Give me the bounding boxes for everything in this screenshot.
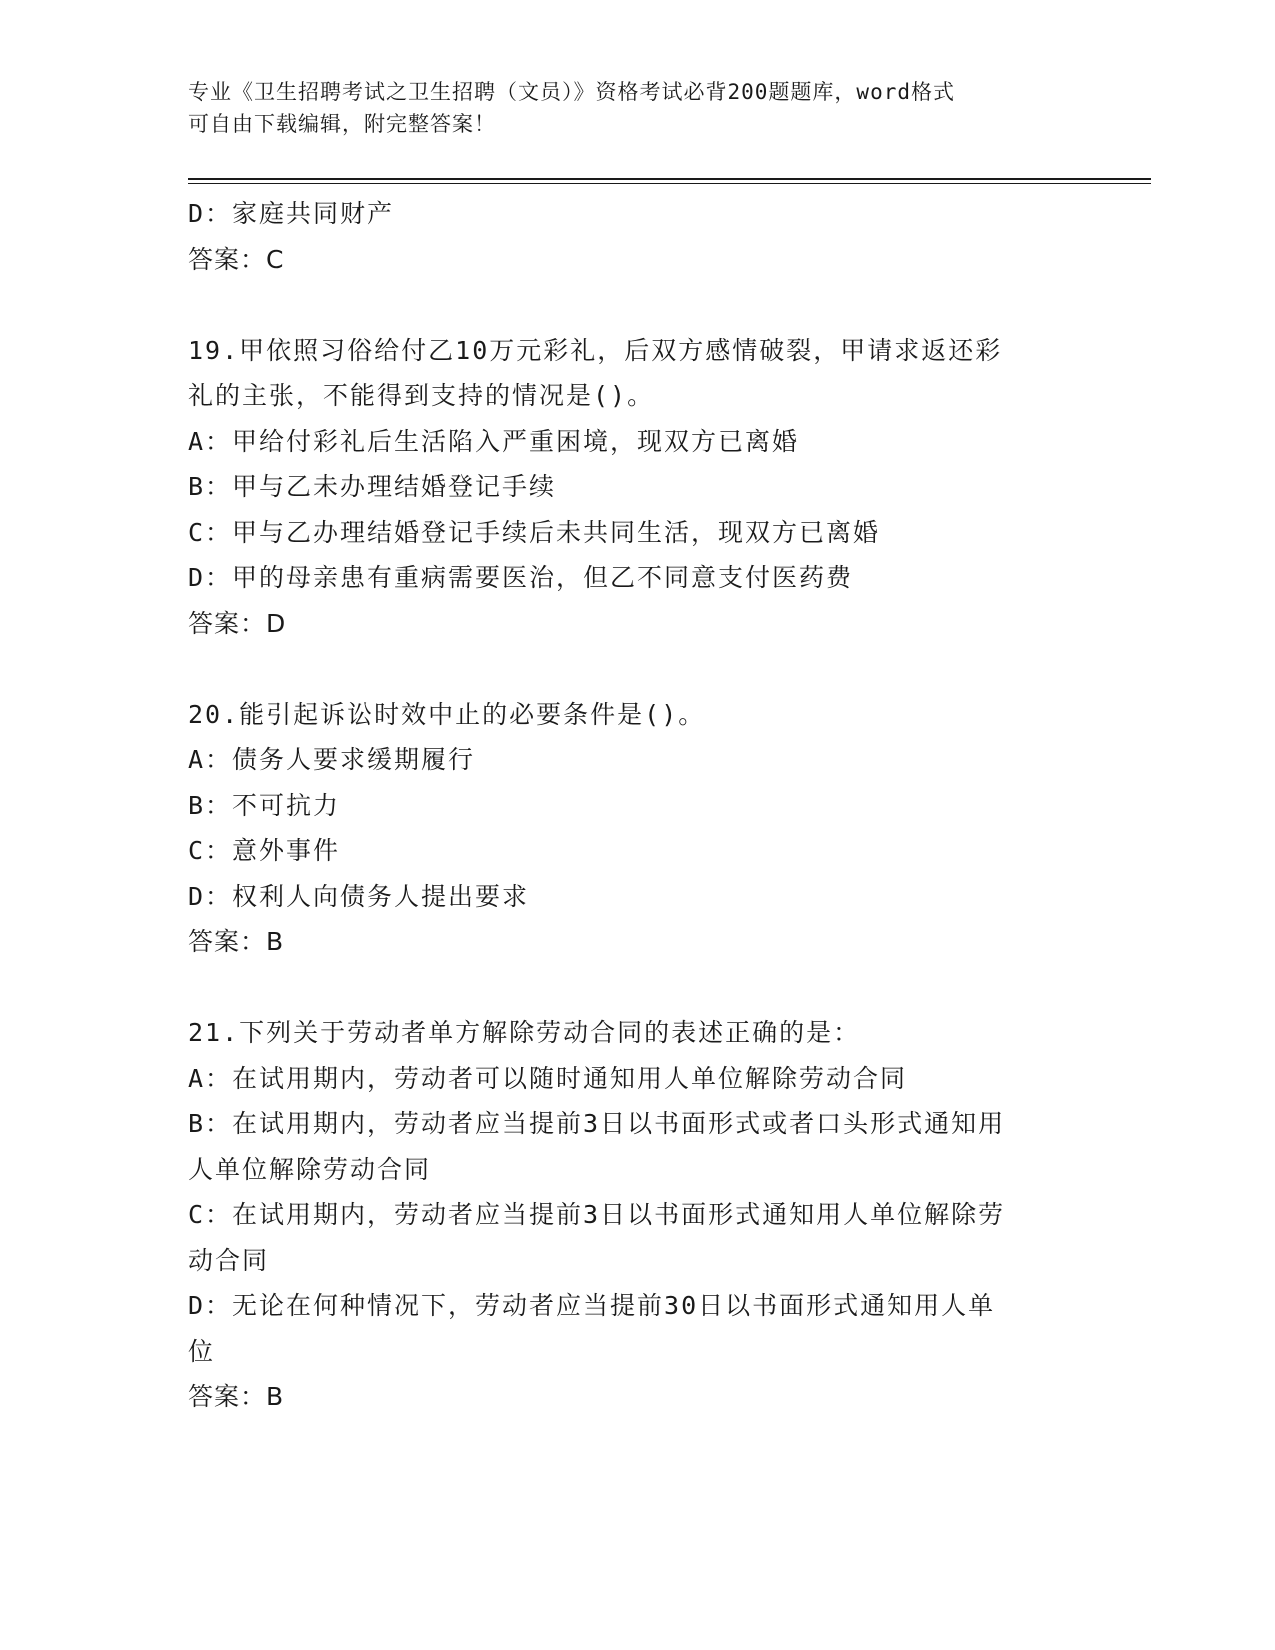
option-a: A：在试用期内，劳动者可以随时通知用人单位解除劳动合同 (188, 1063, 908, 1093)
question-stem-continued: 礼的主张，不能得到支持的情况是()。 (188, 381, 655, 410)
option-c: C：意外事件 (188, 836, 341, 865)
question-block-20 (188, 692, 1068, 965)
option-d-continued: 位 (188, 1336, 216, 1366)
spacer (188, 646, 1068, 692)
option-b-continued: 人单位解除劳动合同 (188, 1154, 432, 1184)
option-b: B：在试用期内，劳动者应当提前3日以书面形式或者口头形式通知用 (188, 1109, 1006, 1138)
option-c: C：甲与乙办理结婚登记手续后未共同生活，现双方已离婚 (188, 517, 881, 547)
spacer (188, 282, 1068, 328)
header-rule-thin (188, 183, 1151, 184)
question-block-prev (188, 191, 1068, 282)
header-rule-thick (188, 178, 1151, 180)
option-a: A：债务人要求缓期履行 (188, 745, 476, 774)
question-stem: 21.下列关于劳动者单方解除劳动合同的表述正确的是： (188, 1018, 861, 1047)
question-stem: 20.能引起诉讼时效中止的必要条件是()。 (188, 699, 706, 729)
option-c: C：在试用期内，劳动者应当提前3日以书面形式通知用人单位解除劳 (188, 1200, 1006, 1229)
question-block-19 (188, 328, 1068, 647)
spacer (188, 965, 1068, 1011)
header-line-2: 可自由下载编辑，附完整答案！ (188, 112, 496, 136)
option-d: D：无论在何种情况下，劳动者应当提前30日以书面形式通知用人单 (188, 1291, 996, 1320)
answer-line: 答案：B (188, 1382, 285, 1411)
header-line-1: 专业《卫生招聘考试之卫生招聘（文员）》资格考试必背200题题库，word格式 (188, 80, 955, 104)
question-list (188, 191, 1068, 1420)
answer-line: 答案：D (188, 608, 287, 638)
option-c-continued: 动合同 (188, 1245, 270, 1275)
answer-line: 答案：C (188, 244, 285, 274)
question-block-21 (188, 1010, 1068, 1420)
option-a: A：甲给付彩礼后生活陷入严重困境，现双方已离婚 (188, 426, 800, 456)
option-b: B：不可抗力 (188, 790, 341, 820)
answer-line: 答案：B (188, 927, 285, 956)
option-d: D：家庭共同财产 (188, 199, 395, 228)
option-b: B：甲与乙未办理结婚登记手续 (188, 472, 557, 501)
option-d: D：权利人向债务人提出要求 (188, 881, 530, 911)
question-stem: 19.甲依照习俗给付乙10万元彩礼，后双方感情破裂，甲请求返还彩 (188, 335, 1003, 365)
option-d: D：甲的母亲患有重病需要医治，但乙不同意支付医药费 (188, 563, 854, 592)
document-header (188, 76, 1088, 140)
